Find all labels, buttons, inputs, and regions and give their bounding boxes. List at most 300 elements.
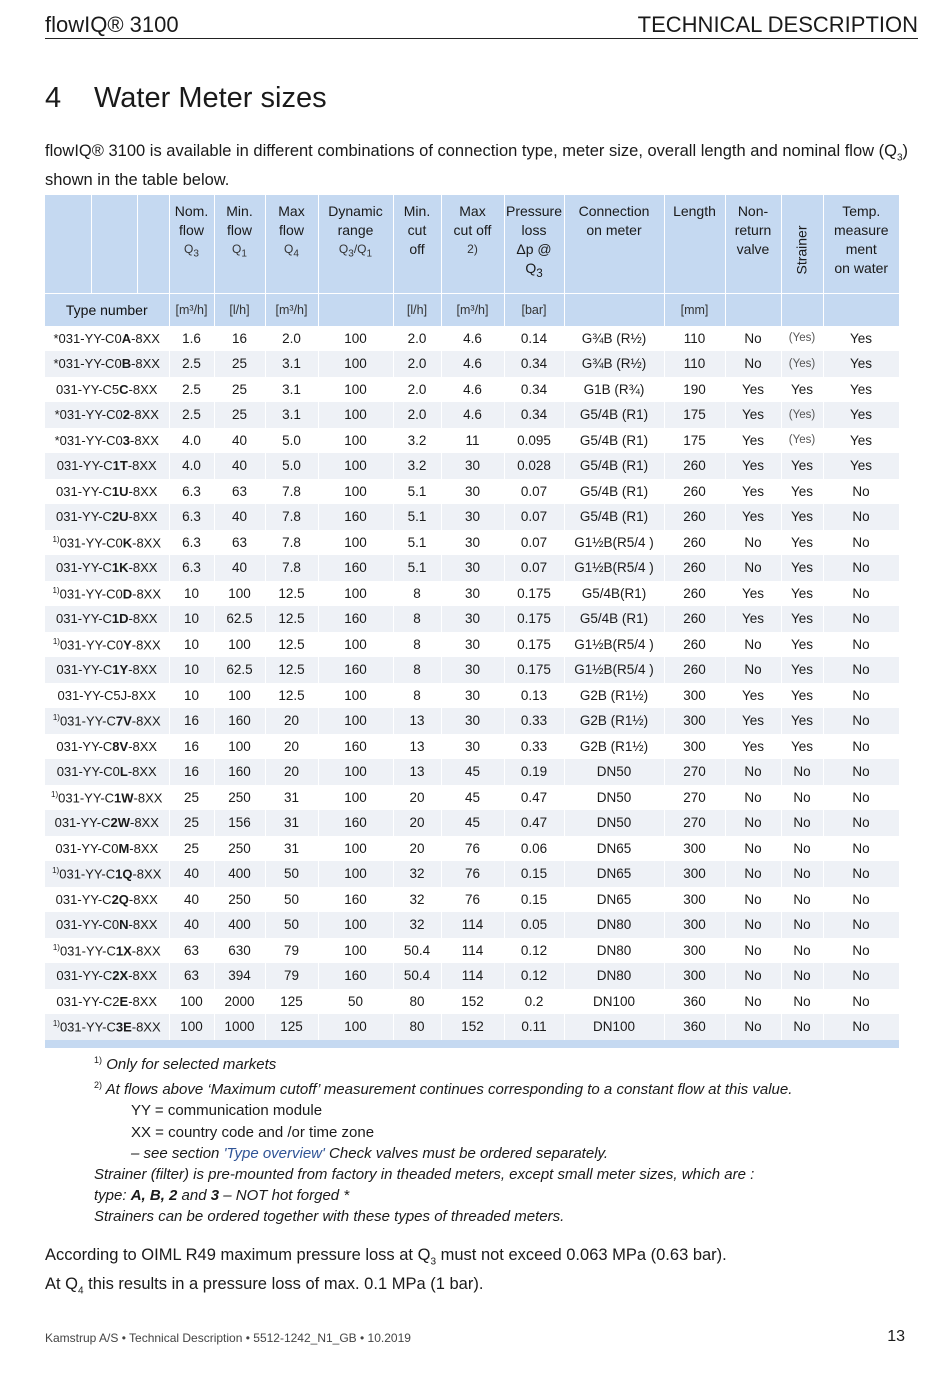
max-flow-cell: 12.5	[265, 581, 318, 607]
table-row	[45, 606, 899, 632]
max-cutoff-cell: 4.6	[441, 402, 504, 428]
min-cutoff-cell: 80	[393, 1014, 441, 1040]
strainer-cell: Yes	[781, 734, 823, 760]
max-cutoff-cell: 45	[441, 785, 504, 811]
min-cutoff-cell: 5.1	[393, 530, 441, 556]
max-cutoff-cell: 30	[441, 530, 504, 556]
table-row	[45, 504, 899, 530]
table-row	[45, 530, 899, 556]
nom-flow-cell: 6.3	[169, 530, 214, 556]
dynamic-range-cell: 100	[318, 632, 393, 658]
nom-flow-cell: 63	[169, 938, 214, 964]
max-cutoff-cell: 114	[441, 912, 504, 938]
nom-flow-cell: 100	[169, 989, 214, 1015]
table-row	[45, 632, 899, 658]
min-cutoff-cell: 5.1	[393, 504, 441, 530]
water-meter-table	[45, 195, 900, 1048]
type-overview-link[interactable]: 'Type overview'	[223, 1144, 325, 1162]
table-row	[45, 377, 899, 403]
table-row	[45, 555, 899, 581]
max-flow-cell: 79	[265, 938, 318, 964]
min-cutoff-cell: 50.4	[393, 963, 441, 989]
length-cell: 260	[664, 479, 725, 505]
note-strainer-1: Strainer (filter) is pre-mounted from factory in theaded meters, except small meter sizes, which are :	[94, 1166, 755, 1184]
strainer-cell: Yes	[781, 530, 823, 556]
strainer-cell: Yes	[781, 377, 823, 403]
nom-flow-cell: 16	[169, 708, 214, 734]
temp-measurement-cell: No	[823, 912, 899, 938]
dynamic-range-cell: 50	[318, 989, 393, 1015]
type-number-cell: *031-YY-C0A-8XX	[45, 326, 169, 352]
min-flow-cell: 63	[214, 479, 265, 505]
dynamic-range-cell: 100	[318, 453, 393, 479]
pressure-loss-cell: 0.12	[504, 963, 564, 989]
min-cutoff-cell: 8	[393, 581, 441, 607]
note-strainer-2: Strainers can be ordered together with these types of threaded meters.	[94, 1208, 565, 1226]
min-cutoff-cell: 50.4	[393, 938, 441, 964]
length-cell: 175	[664, 402, 725, 428]
max-cutoff-cell: 152	[441, 1014, 504, 1040]
dynamic-range-cell: 100	[318, 530, 393, 556]
unit-length: [mm]	[664, 293, 725, 326]
col-non-return-valve: Non- return valve	[725, 195, 781, 293]
min-cutoff-cell: 20	[393, 785, 441, 811]
connection-cell: DN80	[564, 938, 664, 964]
min-flow-cell: 1000	[214, 1014, 265, 1040]
dynamic-range-cell: 100	[318, 351, 393, 377]
pressure-loss-cell: 0.33	[504, 708, 564, 734]
non-return-valve-cell: Yes	[725, 683, 781, 709]
nom-flow-cell: 16	[169, 759, 214, 785]
temp-measurement-cell: Yes	[823, 453, 899, 479]
table-row	[45, 683, 899, 709]
strainer-cell: No	[781, 938, 823, 964]
note-see-section: – see section 'Type overview' Check valves must be ordered separately.	[131, 1144, 609, 1162]
dynamic-range-cell: 100	[318, 402, 393, 428]
col-min-cutoff: Min. cut off	[393, 195, 441, 293]
min-flow-cell: 40	[214, 428, 265, 454]
strainer-cell: Yes	[781, 581, 823, 607]
nom-flow-cell: 6.3	[169, 504, 214, 530]
min-cutoff-cell: 3.2	[393, 428, 441, 454]
type-number-cell: 031-YY-C5J-8XX	[45, 683, 169, 709]
non-return-valve-cell: Yes	[725, 428, 781, 454]
non-return-valve-cell: No	[725, 861, 781, 887]
section-title	[45, 82, 327, 115]
table-row	[45, 708, 899, 734]
temp-measurement-cell: Yes	[823, 402, 899, 428]
max-flow-cell: 7.8	[265, 479, 318, 505]
table-footer-bar	[45, 1040, 899, 1048]
dynamic-range-cell: 160	[318, 657, 393, 683]
temp-measurement-cell: No	[823, 810, 899, 836]
strainer-cell: No	[781, 887, 823, 913]
length-cell: 260	[664, 555, 725, 581]
dynamic-range-cell: 100	[318, 581, 393, 607]
table-row	[45, 912, 899, 938]
min-flow-cell: 100	[214, 581, 265, 607]
strainer-cell: Yes	[781, 479, 823, 505]
connection-cell: G5/4B (R1)	[564, 479, 664, 505]
min-flow-cell: 100	[214, 734, 265, 760]
type-number-cell: 031-YY-C1Y-8XX	[45, 657, 169, 683]
length-cell: 260	[664, 657, 725, 683]
min-flow-cell: 63	[214, 530, 265, 556]
min-flow-cell: 2000	[214, 989, 265, 1015]
non-return-valve-cell: No	[725, 989, 781, 1015]
length-cell: 260	[664, 632, 725, 658]
min-flow-cell: 394	[214, 963, 265, 989]
pressure-loss-cell: 0.175	[504, 581, 564, 607]
max-cutoff-cell: 45	[441, 759, 504, 785]
type-number-cell: 031-YY-C0N-8XX	[45, 912, 169, 938]
strainer-cell: Yes	[781, 453, 823, 479]
dynamic-range-cell: 100	[318, 912, 393, 938]
min-cutoff-cell: 5.1	[393, 555, 441, 581]
connection-cell: DN65	[564, 861, 664, 887]
length-cell: 110	[664, 326, 725, 352]
max-flow-cell: 2.0	[265, 326, 318, 352]
length-cell: 260	[664, 453, 725, 479]
min-flow-cell: 250	[214, 887, 265, 913]
strainer-cell: Yes	[781, 632, 823, 658]
header-doc-type: TECHNICAL DESCRIPTION	[637, 12, 918, 37]
units-row	[45, 293, 899, 326]
type-number-cell: $^{1)}$031-YY-C7V-8XX	[45, 708, 169, 734]
connection-cell: G5/4B (R1)	[564, 606, 664, 632]
pressure-loss-cell: 0.34	[504, 402, 564, 428]
connection-cell: G2B (R1½)	[564, 683, 664, 709]
non-return-valve-cell: Yes	[725, 453, 781, 479]
pressure-loss-cell: 0.095	[504, 428, 564, 454]
dynamic-range-cell: 100	[318, 1014, 393, 1040]
nom-flow-cell: 1.6	[169, 326, 214, 352]
pressure-loss-cell: 0.07	[504, 530, 564, 556]
length-cell: 175	[664, 428, 725, 454]
min-flow-cell: 100	[214, 683, 265, 709]
max-flow-cell: 50	[265, 912, 318, 938]
strainer-cell: No	[781, 861, 823, 887]
connection-cell: G2B (R1½)	[564, 734, 664, 760]
max-cutoff-cell: 30	[441, 555, 504, 581]
non-return-valve-cell: No	[725, 657, 781, 683]
connection-cell: DN65	[564, 836, 664, 862]
unit-max-cutoff: [m³/h]	[441, 293, 504, 326]
max-flow-cell: 3.1	[265, 402, 318, 428]
strainer-cell: No	[781, 836, 823, 862]
temp-measurement-cell: No	[823, 479, 899, 505]
nom-flow-cell: 10	[169, 683, 214, 709]
strainer-cell: Yes	[781, 555, 823, 581]
max-flow-cell: 31	[265, 810, 318, 836]
max-flow-cell: 5.0	[265, 428, 318, 454]
min-flow-cell: 400	[214, 912, 265, 938]
pressure-loss-cell: 0.15	[504, 887, 564, 913]
min-flow-cell: 156	[214, 810, 265, 836]
length-cell: 300	[664, 963, 725, 989]
strainer-cell: (Yes)	[781, 402, 823, 428]
min-cutoff-cell: 32	[393, 887, 441, 913]
min-cutoff-cell: 2.0	[393, 326, 441, 352]
dynamic-range-cell: 160	[318, 887, 393, 913]
max-flow-cell: 125	[265, 1014, 318, 1040]
min-cutoff-cell: 32	[393, 912, 441, 938]
length-cell: 110	[664, 351, 725, 377]
max-cutoff-cell: 4.6	[441, 351, 504, 377]
non-return-valve-cell: Yes	[725, 581, 781, 607]
type-number-cell: 031-YY-C5C-8XX	[45, 377, 169, 403]
length-cell: 260	[664, 530, 725, 556]
non-return-valve-cell: Yes	[725, 734, 781, 760]
table-row	[45, 989, 899, 1015]
min-flow-cell: 62.5	[214, 606, 265, 632]
dynamic-range-cell: 100	[318, 479, 393, 505]
non-return-valve-cell: No	[725, 887, 781, 913]
type-number-cell: $^{1)}$031-YY-C1X-8XX	[45, 938, 169, 964]
pressure-loss-cell: 0.05	[504, 912, 564, 938]
max-flow-cell: 50	[265, 887, 318, 913]
length-cell: 190	[664, 377, 725, 403]
max-cutoff-cell: 11	[441, 428, 504, 454]
type-number-cell: 031-YY-C1U-8XX	[45, 479, 169, 505]
nom-flow-cell: 4.0	[169, 428, 214, 454]
header-product: flowIQ® 3100	[45, 12, 179, 37]
note-types: type: A, B, 2 and 3 – NOT hot forged *	[94, 1187, 350, 1205]
temp-measurement-cell: No	[823, 861, 899, 887]
temp-measurement-cell: No	[823, 530, 899, 556]
max-flow-cell: 12.5	[265, 632, 318, 658]
col-min-flow: Min. flow $Q_1$	[214, 195, 265, 293]
temp-measurement-cell: No	[823, 963, 899, 989]
nom-flow-cell: 25	[169, 836, 214, 862]
min-cutoff-cell: 13	[393, 708, 441, 734]
strainer-cell: No	[781, 785, 823, 811]
strainer-cell: No	[781, 810, 823, 836]
min-flow-cell: 25	[214, 351, 265, 377]
min-flow-cell: 25	[214, 377, 265, 403]
type-number-cell: 031-YY-C1D-8XX	[45, 606, 169, 632]
table-row	[45, 326, 899, 352]
non-return-valve-cell: No	[725, 810, 781, 836]
max-flow-cell: 20	[265, 734, 318, 760]
connection-cell: DN80	[564, 963, 664, 989]
length-cell: 360	[664, 989, 725, 1015]
strainer-cell: Yes	[781, 683, 823, 709]
type-number-cell: 031-YY-C1T-8XX	[45, 453, 169, 479]
strainer-cell: No	[781, 989, 823, 1015]
strainer-cell: Yes	[781, 504, 823, 530]
pressure-loss-cell: 0.2	[504, 989, 564, 1015]
max-cutoff-cell: 30	[441, 632, 504, 658]
max-flow-cell: 12.5	[265, 657, 318, 683]
table-row	[45, 938, 899, 964]
min-cutoff-cell: 2.0	[393, 351, 441, 377]
max-cutoff-cell: 76	[441, 836, 504, 862]
connection-cell: G1½B(R5/4 )	[564, 632, 664, 658]
col-connection: Connection on meter	[564, 195, 664, 293]
connection-cell: G1½B(R5/4 )	[564, 555, 664, 581]
table-row	[45, 810, 899, 836]
min-flow-cell: 250	[214, 785, 265, 811]
min-cutoff-cell: 80	[393, 989, 441, 1015]
max-flow-cell: 5.0	[265, 453, 318, 479]
connection-cell: G5/4B (R1)	[564, 402, 664, 428]
non-return-valve-cell: Yes	[725, 377, 781, 403]
max-cutoff-cell: 76	[441, 861, 504, 887]
length-cell: 260	[664, 606, 725, 632]
dynamic-range-cell: 100	[318, 759, 393, 785]
table-row	[45, 479, 899, 505]
nom-flow-cell: 40	[169, 912, 214, 938]
temp-measurement-cell: No	[823, 1014, 899, 1040]
min-cutoff-cell: 32	[393, 861, 441, 887]
min-flow-cell: 25	[214, 402, 265, 428]
min-cutoff-cell: 2.0	[393, 402, 441, 428]
pressure-loss-cell: 0.34	[504, 351, 564, 377]
pressure-loss-cell: 0.175	[504, 606, 564, 632]
temp-measurement-cell: No	[823, 759, 899, 785]
non-return-valve-cell: No	[725, 938, 781, 964]
max-flow-cell: 50	[265, 861, 318, 887]
connection-cell: G1½B(R5/4 )	[564, 657, 664, 683]
min-cutoff-cell: 13	[393, 734, 441, 760]
nom-flow-cell: 10	[169, 606, 214, 632]
max-cutoff-cell: 30	[441, 683, 504, 709]
connection-cell: DN100	[564, 1014, 664, 1040]
min-flow-cell: 40	[214, 504, 265, 530]
temp-measurement-cell: No	[823, 606, 899, 632]
unit-nom-flow: [m³/h]	[169, 293, 214, 326]
dynamic-range-cell: 160	[318, 606, 393, 632]
non-return-valve-cell: Yes	[725, 606, 781, 632]
temp-measurement-cell: No	[823, 657, 899, 683]
max-cutoff-cell: 30	[441, 606, 504, 632]
type-number-cell: $^{1)}$031-YY-C0Y-8XX	[45, 632, 169, 658]
type-number-cell: *031-YY-C0B-8XX	[45, 351, 169, 377]
temp-measurement-cell: No	[823, 683, 899, 709]
pressure-loss-cell: 0.07	[504, 504, 564, 530]
note-yy: YY = communication module	[131, 1102, 323, 1120]
min-cutoff-cell: 2.0	[393, 377, 441, 403]
connection-cell: G5/4B (R1)	[564, 428, 664, 454]
table-row	[45, 963, 899, 989]
dynamic-range-cell: 160	[318, 504, 393, 530]
temp-measurement-cell: No	[823, 504, 899, 530]
temp-measurement-cell: No	[823, 989, 899, 1015]
dynamic-range-cell: 160	[318, 810, 393, 836]
connection-cell: DN50	[564, 810, 664, 836]
table-row	[45, 887, 899, 913]
min-flow-cell: 250	[214, 836, 265, 862]
max-cutoff-cell: 30	[441, 734, 504, 760]
col-max-flow: Max flow $Q_4$	[265, 195, 318, 293]
strainer-cell: Yes	[781, 708, 823, 734]
nom-flow-cell: 6.3	[169, 555, 214, 581]
non-return-valve-cell: No	[725, 555, 781, 581]
length-cell: 360	[664, 1014, 725, 1040]
connection-cell: DN100	[564, 989, 664, 1015]
connection-cell: G1½B(R5/4 )	[564, 530, 664, 556]
max-cutoff-cell: 30	[441, 657, 504, 683]
type-number-cell: *031-YY-C03-8XX	[45, 428, 169, 454]
table-row	[45, 657, 899, 683]
connection-cell: DN50	[564, 785, 664, 811]
max-cutoff-cell: 152	[441, 989, 504, 1015]
length-cell: 300	[664, 708, 725, 734]
temp-measurement-cell: No	[823, 836, 899, 862]
max-cutoff-cell: 114	[441, 938, 504, 964]
page-header	[45, 12, 918, 39]
max-cutoff-cell: 4.6	[441, 377, 504, 403]
pressure-loss-cell: 0.07	[504, 479, 564, 505]
min-flow-cell: 630	[214, 938, 265, 964]
table-row	[45, 861, 899, 887]
strainer-cell: No	[781, 759, 823, 785]
nom-flow-cell: 100	[169, 1014, 214, 1040]
connection-cell: DN50	[564, 759, 664, 785]
max-flow-cell: 31	[265, 836, 318, 862]
min-cutoff-cell: 5.1	[393, 479, 441, 505]
col-dynamic-range: Dynamic range $Q_3/Q_1$	[318, 195, 393, 293]
max-flow-cell: 3.1	[265, 351, 318, 377]
max-cutoff-cell: 76	[441, 887, 504, 913]
nom-flow-cell: 40	[169, 861, 214, 887]
type-number-cell: $^{1)}$031-YY-C0K-8XX	[45, 530, 169, 556]
length-cell: 300	[664, 734, 725, 760]
max-cutoff-cell: 114	[441, 963, 504, 989]
type-number-cell: 031-YY-C1K-8XX	[45, 555, 169, 581]
non-return-valve-cell: No	[725, 351, 781, 377]
table-row	[45, 836, 899, 862]
page-number: 13	[887, 1328, 905, 1345]
dynamic-range-cell: 100	[318, 938, 393, 964]
section-heading: Water Meter sizes	[94, 82, 327, 114]
type-number-cell: $^{1)}$031-YY-C3E-8XX	[45, 1014, 169, 1040]
note-2: $^{2)}$ At flows above ‘Maximum cutoff’ measurement continues corresponding to a constant flow at this value.	[94, 1080, 793, 1099]
nom-flow-cell: 25	[169, 785, 214, 811]
strainer-cell: No	[781, 912, 823, 938]
min-flow-cell: 62.5	[214, 657, 265, 683]
dynamic-range-cell: 100	[318, 428, 393, 454]
col-length: Length	[664, 195, 725, 293]
max-flow-cell: 79	[265, 963, 318, 989]
min-flow-cell: 400	[214, 861, 265, 887]
nom-flow-cell: 63	[169, 963, 214, 989]
min-cutoff-cell: 8	[393, 606, 441, 632]
non-return-valve-cell: No	[725, 759, 781, 785]
dynamic-range-cell: 100	[318, 326, 393, 352]
length-cell: 300	[664, 912, 725, 938]
min-flow-cell: 40	[214, 453, 265, 479]
table-row	[45, 351, 899, 377]
temp-measurement-cell: Yes	[823, 428, 899, 454]
min-flow-cell: 40	[214, 555, 265, 581]
length-cell: 300	[664, 938, 725, 964]
non-return-valve-cell: Yes	[725, 402, 781, 428]
max-cutoff-cell: 4.6	[441, 326, 504, 352]
type-number-header: Type number	[45, 293, 169, 326]
table-row	[45, 1014, 899, 1040]
length-cell: 270	[664, 759, 725, 785]
non-return-valve-cell: Yes	[725, 504, 781, 530]
strainer-cell: (Yes)	[781, 326, 823, 352]
pressure-loss-cell: 0.19	[504, 759, 564, 785]
strainer-cell: Yes	[781, 657, 823, 683]
max-cutoff-cell: 30	[441, 708, 504, 734]
temp-measurement-cell: No	[823, 555, 899, 581]
max-flow-cell: 125	[265, 989, 318, 1015]
max-flow-cell: 20	[265, 708, 318, 734]
